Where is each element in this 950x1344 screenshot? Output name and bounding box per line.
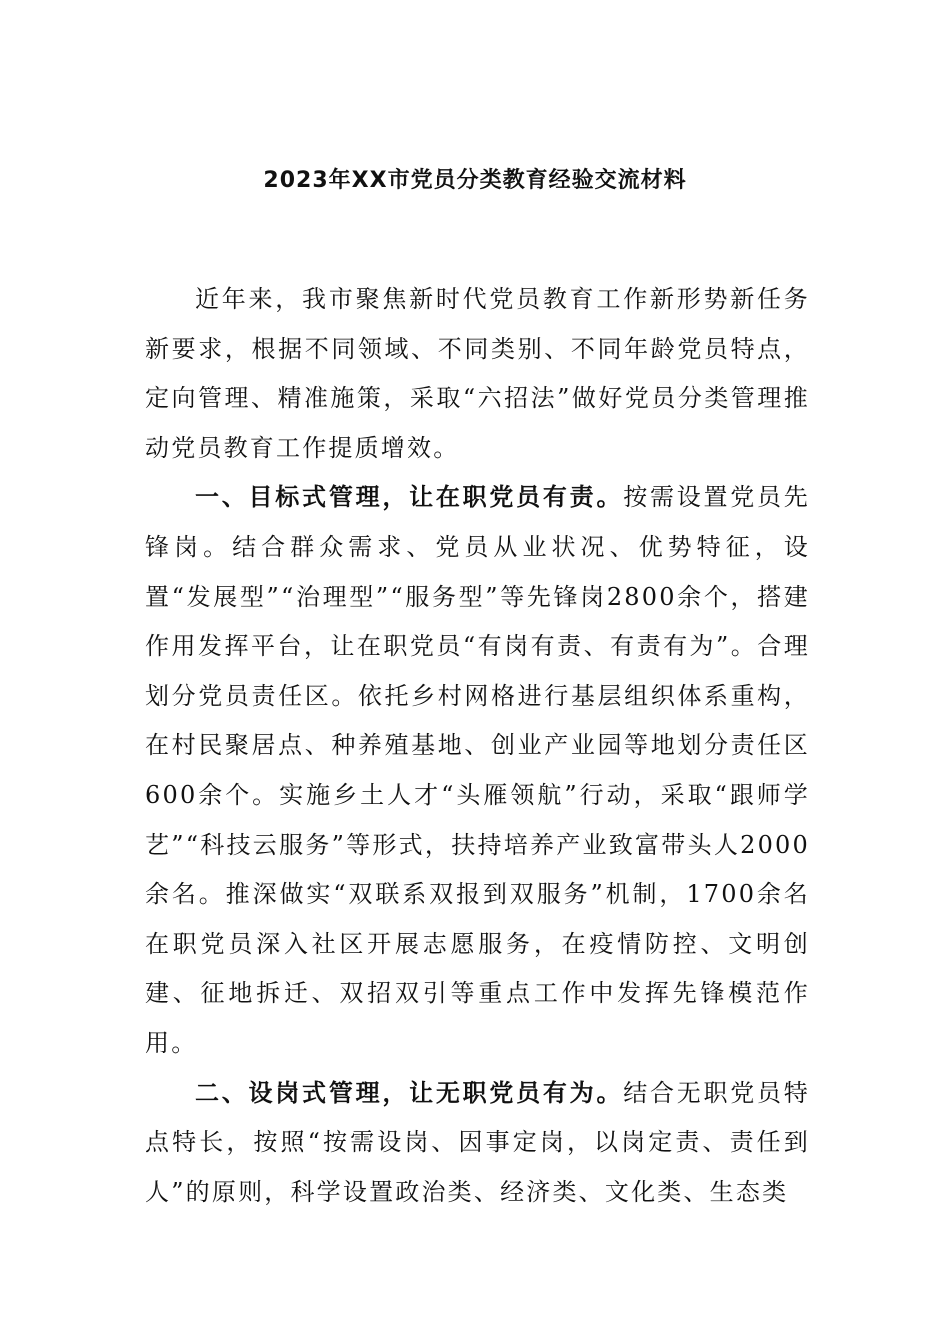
document-title: 2023年XX市党员分类教育经验交流材料 [263, 168, 687, 193]
section-paragraph-2 [145, 1069, 810, 1218]
section-paragraph-1 [145, 473, 810, 1068]
section-text-2: 结合无职党员特点特长，按照“按需设岗、因事定岗，以岗定责、责任到人”的原则，科学设置政治类、经济类、文化类、生态类 [145, 1078, 810, 1206]
intro-paragraph: 近年来，我市聚焦新时代党员教育工作新形势新任务新要求，根据不同领域、不同类别、不同年龄党员特点，定向管理、精准施策，采取“六招法”做好党员分类管理推动党员教育工作提质增效。 [145, 285, 810, 462]
document-body [145, 275, 810, 1217]
section-heading-1: 一、目标式管理，让在职党员有责。 [195, 483, 624, 512]
section-text-1: 按需设置党员先锋岗。结合群众需求、党员从业状况、优势特征，设置“发展型”“治理型”“服务型”等先锋岗2800余个，搭建作用发挥平台，让在职党员“有岗有责、有责有为”。合理划分党员责任区。依托乡村网格进行基层组织体系重构，在村民聚居点、种养殖基地、创业产业园等地划分责任区600余个。实施乡土人才“头雁领航”行动，采取“跟师学艺”“科技云服务”等形式，扶持培养产业致富带头人2000余名。推深做实“双联系双报到双服务”机制，1700余名在职党员深入社区开展志愿服务，在疫情防控、文明创建、征地拆迁、双招双引等重点工作中发挥先锋模范作用。 [145, 483, 810, 1057]
section-heading-2: 二、设岗式管理，让无职党员有为。 [195, 1078, 624, 1107]
